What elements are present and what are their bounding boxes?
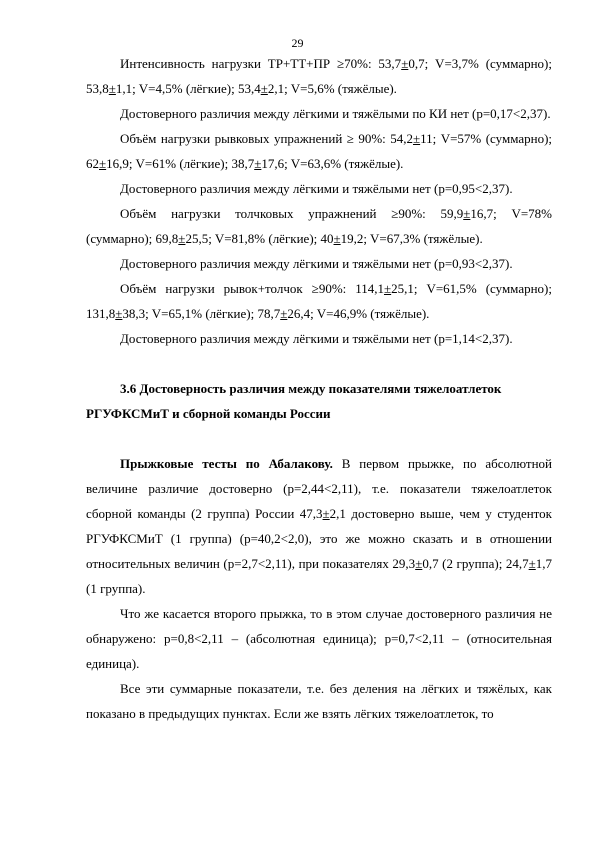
paragraph-cj-volume: Объём нагрузки толчковых упражнений ≥90%: 59,9±16,7; V=78% (суммарно); 69,8±25,5; V=81,8% (лёгкие); 40±19,2; V=67,3% (тяжёлые). [86,206,552,246]
paragraph-intensity: Интенсивность нагрузки ТР+ТТ+ПР ≥70%: 53,7±0,7; V=3,7% (суммарно); 53,8±1,1; V=4,5% (лёгкие); 53,4±2,1; V=5,6% (тяжёлые). [86,56,552,96]
spacer [86,426,552,451]
page-content [86,51,552,726]
paragraph-lead: Прыжковые тесты по Абалакову. [120,456,333,471]
paragraph-summary: Все эти суммарные показатели, т.е. без деления на лёгких и тяжёлых, как показано в предыдущих пунктах. Если же взять лёгких тяжелоатлеток, то [86,681,552,721]
spacer [86,351,552,376]
paragraph-second-jump: Что же касается второго прыжка, то в этом случае достоверного различия не обнаружено: р=0,8<2,11 – (абсолютная единица); р=0,7<2,11 – (относительная единица). [86,606,552,671]
page-number: 29 [291,36,304,50]
paragraph-total-significance: Достоверного различия между лёгкими и тяжёлыми нет (р=1,14<2,37). [120,331,513,346]
paragraph-total-volume: Объём нагрузки рывок+толчок ≥90%: 114,1±25,1; V=61,5% (суммарно); 131,8±38,3; V=65,1% (лёгкие); 78,7±26,4; V=46,9% (тяжёлые). [86,281,552,321]
paragraph-snatch-significance: Достоверного различия между лёгкими и тяжёлыми нет (р=0,95<2,37). [120,181,513,196]
paragraph-snatch-volume: Объём нагрузки рывковых упражнений ≥ 90%: 54,2±11; V=57% (суммарно); 62±16,9; V=61% (лёгкие); 38,7±17,6; V=63,6% (тяжёлые). [86,131,553,171]
paragraph-jump-tests: Прыжковые тесты по Абалакову. В первом прыжке, по абсолютной величине различие достоверно (р=2,44<2,11), т.е. показатели тяжелоатлеток сборной команды (2 группа) России 47,3±2,1 достоверно выше, чем у студенток РГУФКСМиТ (1 группа) (р=40,2<2,0), это же можно сказать и в отношении относительных величин (р=2,7<2,11), при показателях 29,3±0,7 (2 группа); 24,7±1,7 (1 группа). [86,456,553,596]
paragraph-cj-significance: Достоверного различия между лёгкими и тяжёлыми нет (р=0,93<2,37). [120,256,513,271]
section-heading: 3.6 Достоверность различия между показателями тяжелоатлеток РГУФКСМиТ и сборной команды России [86,381,502,421]
paragraph-ki-significance: Достоверного различия между лёгкими и тяжёлыми по КИ нет (р=0,17<2,37). [120,106,551,121]
